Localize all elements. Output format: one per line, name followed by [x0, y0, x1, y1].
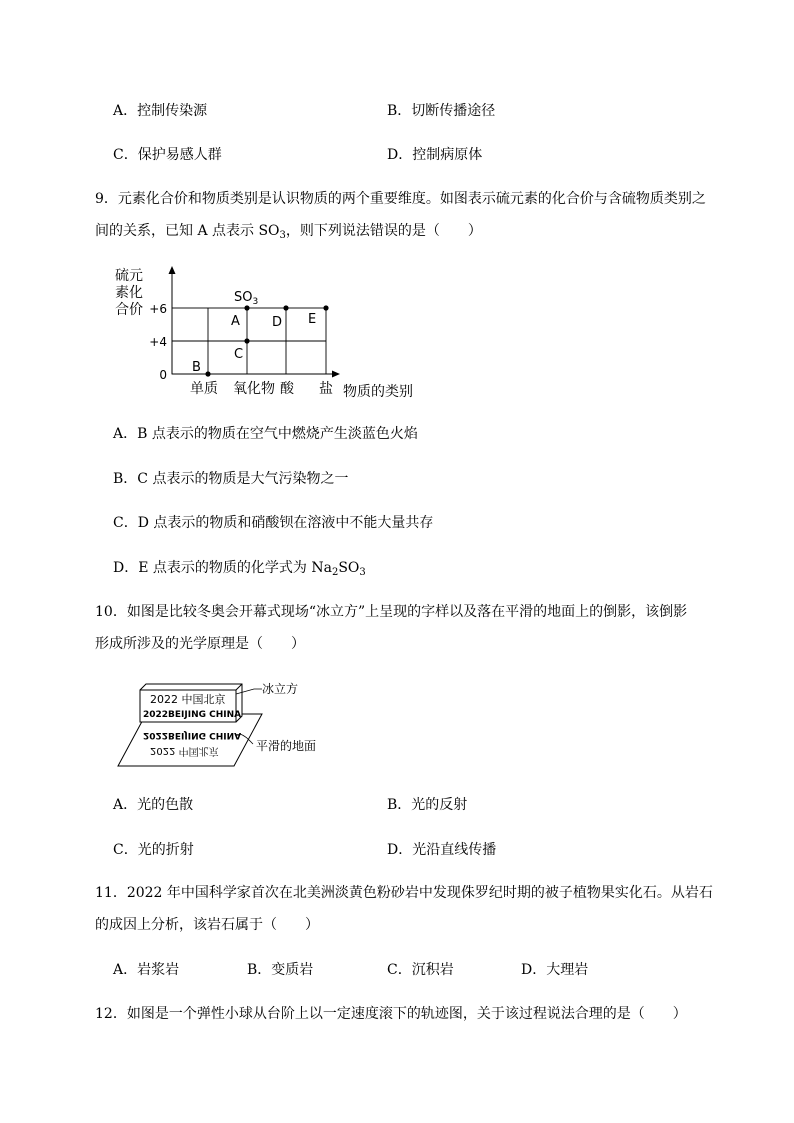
point-c — [244, 338, 249, 343]
option-text: 切断传播途径 — [411, 103, 496, 119]
q9-stem-line2: 间的关系，已知 A 点表示 $SO_3$，则下列说法错误的是（ ） — [95, 223, 482, 241]
q10-option-c[interactable] — [113, 840, 194, 860]
option-text: 光的反射 — [411, 797, 468, 813]
y-axis-arrow — [169, 266, 176, 274]
option-text: 保护易感人群 — [137, 147, 222, 163]
y-tick-zero: 0 — [159, 368, 167, 382]
cube-text-line2: 2022BEIJING CHINA — [143, 710, 242, 720]
option-letter: C． — [387, 962, 412, 978]
q11-option-d[interactable] — [521, 960, 588, 980]
x-category-oxide: 氧化物 — [233, 381, 275, 397]
option-text: E 点表示的物质的化学式为 Na — [138, 560, 332, 576]
q9-option-b[interactable] — [113, 469, 348, 489]
q10-option-d[interactable] — [387, 840, 496, 860]
option-text: C 点表示的物质是大气污染物之一 — [137, 471, 349, 487]
q10-ice-cube-figure — [112, 674, 342, 770]
q9-option-c[interactable] — [113, 513, 433, 533]
point-b — [205, 371, 210, 376]
q11-stem-line1: 11．2022 年中国科学家首次在北美洲淡黄色粉砂岩中发现侏罗纪时期的被子植物果实化石。从岩石 — [95, 885, 713, 901]
point-label-a: A — [231, 314, 240, 329]
option-letter: B． — [387, 797, 412, 813]
q8-option-b[interactable] — [387, 101, 495, 121]
svg-text:2022BEIJING CHINA: 2022BEIJING CHINA — [143, 730, 242, 740]
option-letter: C． — [113, 842, 138, 858]
q10-stem-line1: 10．如图是比较冬奥会开幕式现场“冰立方”上呈现的字样以及落在平滑的地面上的倒影，该倒影 — [95, 604, 688, 620]
y-axis-label-3: 合价 — [115, 302, 143, 318]
q11-option-b[interactable] — [247, 960, 313, 980]
q9-valence-chart — [110, 262, 430, 402]
option-letter: A． — [113, 103, 138, 119]
x-axis-arrow — [332, 371, 340, 378]
point-label-c: C — [234, 347, 244, 362]
y-axis-label-1: 硫元 — [115, 268, 143, 284]
option-text: 变质岩 — [271, 962, 314, 978]
option-text: 光的折射 — [137, 842, 194, 858]
option-letter: D． — [113, 560, 139, 576]
q11-option-a[interactable] — [113, 960, 179, 980]
option-letter: D． — [387, 147, 413, 163]
point-label-d: D — [272, 315, 283, 330]
q8-option-d[interactable] — [387, 145, 482, 165]
y-axis-label-2: 素化 — [115, 285, 143, 301]
option-letter: C． — [113, 515, 138, 531]
q12-stem-line1: 12．如图是一个弹性小球从台阶上以一定速度滚下的轨迹图，关于该过程说法合理的是（ ） — [95, 1006, 687, 1022]
option-letter: B． — [113, 471, 138, 487]
option-letter: B． — [387, 103, 412, 119]
option-letter: D． — [521, 962, 547, 978]
q8-option-c[interactable] — [113, 145, 222, 165]
option-text: B 点表示的物质在空气中燃烧产生淡蓝色火焰 — [137, 426, 418, 442]
option-text: 光的色散 — [137, 797, 194, 813]
point-e — [323, 305, 328, 310]
option-text: 控制传染源 — [137, 103, 208, 119]
q11-stem-line2: 的成因上分析，该岩石属于（ ） — [95, 917, 319, 933]
x-category-salt: 盐 — [319, 381, 333, 397]
callout-label-ground: 平滑的地面 — [256, 739, 317, 753]
option-letter: A． — [113, 426, 138, 442]
cube-text-line1: 2022 中国北京 — [150, 693, 226, 706]
option-letter: C． — [113, 147, 138, 163]
q10-option-b[interactable] — [387, 795, 467, 815]
option-text: D 点表示的物质和硝酸钡在溶液中不能大量共存 — [137, 515, 434, 531]
option-text: 岩浆岩 — [137, 962, 180, 978]
option-text: 控制病原体 — [412, 147, 483, 163]
point-label-e: E — [308, 312, 317, 327]
q10-stem-line2: 形成所涉及的光学原理是（ ） — [95, 636, 305, 652]
y-tick-plus4: +4 — [149, 335, 167, 349]
q8-option-a[interactable] — [113, 101, 207, 121]
q9-stem-line1: 9．元素化合价和物质类别是认识物质的两个重要维度。如图表示硫元素的化合价与含硫物质类别之 — [95, 191, 706, 207]
q9-option-d[interactable]: D．E 点表示的物质的化学式为 $Na_2SO_3$ — [113, 560, 366, 578]
x-axis-title: 物质的类别 — [343, 384, 413, 400]
point-label-b: B — [192, 360, 201, 375]
option-text: 沉积岩 — [411, 962, 454, 978]
x-category-acid: 酸 — [280, 381, 294, 397]
q10-option-a[interactable] — [113, 795, 193, 815]
q11-option-c[interactable] — [387, 960, 454, 980]
callout-label-cube: 冰立方 — [262, 682, 299, 696]
option-letter: D． — [387, 842, 413, 858]
option-text: 大理岩 — [546, 962, 589, 978]
y-tick-plus6: +6 — [149, 302, 167, 316]
q9-option-a[interactable] — [113, 424, 418, 444]
so3-label: $SO_3$ — [234, 290, 259, 307]
option-letter: A． — [113, 797, 138, 813]
point-d — [283, 305, 288, 310]
option-text: 光沿直线传播 — [412, 842, 497, 858]
svg-text:2022 中国北京: 2022 中国北京 — [150, 745, 219, 756]
option-letter: A． — [113, 962, 138, 978]
option-letter: B． — [247, 962, 272, 978]
point-a — [244, 305, 249, 310]
x-category-element: 单质 — [190, 381, 218, 397]
